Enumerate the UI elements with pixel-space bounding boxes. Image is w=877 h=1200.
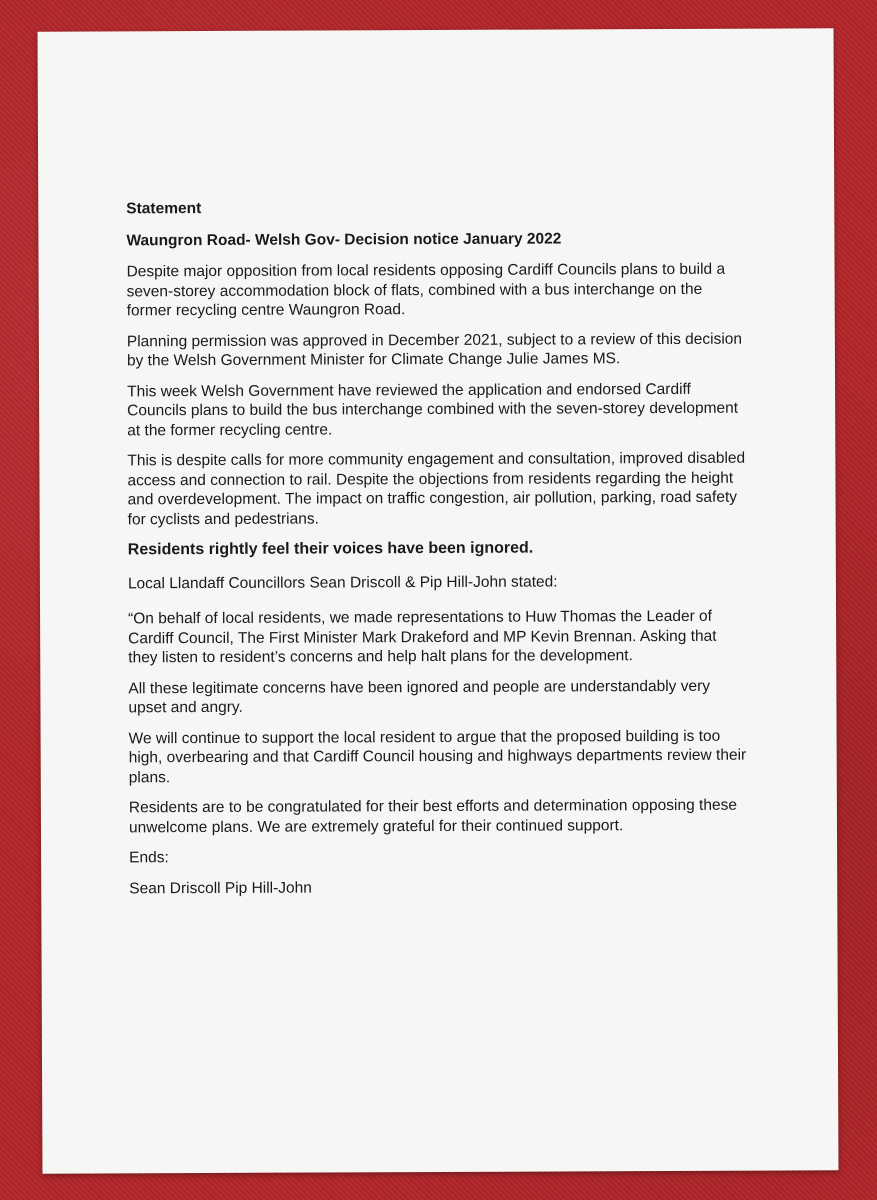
paragraph: This week Welsh Government have reviewed the application and endorsed Cardiff Councils plans to build the bus interchange combined with the seven-storey development at the former recycling centre. (127, 380, 739, 439)
document-subtitle: Waungron Road- Welsh Gov- Decision notice January 2022 (126, 229, 562, 249)
signature: Sean Driscoll Pip Hill-John (129, 879, 312, 897)
paragraph: This is despite calls for more community engagement and consultation, improved disabled access and connection to rail. Despite the objections from residents regarding the height and overdevelopment. The impact on traffic congestion, air pollution, parking, road safety for cyclists and pedestrians. (127, 449, 746, 528)
ends-label: Ends: (129, 849, 169, 867)
document-body (126, 197, 749, 910)
quote-paragraph: We will continue to support the local resident to argue that the proposed building is too high, overbearing and that Cardiff Council housing and highways departments review their plans. (128, 727, 747, 786)
quote-paragraph: All these legitimate concerns have been ignored and people are understandably very upset and angry. (128, 677, 711, 717)
document-title: Statement (126, 200, 202, 218)
statement-intro: Local Llandaff Councillors Sean Driscoll & Pip Hill-John stated: (127, 572, 558, 592)
paper-sheet (38, 28, 839, 1173)
paragraph: Planning permission was approved in December 2021, subject to a review of this decision by the Welsh Government Minister for Climate Change Julie James MS. (126, 330, 743, 370)
quote-paragraph: “On behalf of local residents, we made representations to Huw Thomas the Leader of Cardiff Council, The First Minister Mark Drakeford and MP Kevin Brennan. Asking that they listen to resident’s concerns and help halt plans for the development. (128, 607, 717, 667)
paragraph: Despite major opposition from local residents opposing Cardiff Councils plans to build a seven-storey accommodation block of flats, combined with a bus interchange on the former recycling centre Waungron Road. (126, 260, 726, 320)
emphasis-statement: Residents rightly feel their voices have been ignored. (127, 539, 534, 559)
quote-paragraph: Residents are to be congratulated for their best efforts and determination opposing these unwelcome plans. We are extremely grateful for their continued support. (128, 796, 737, 836)
